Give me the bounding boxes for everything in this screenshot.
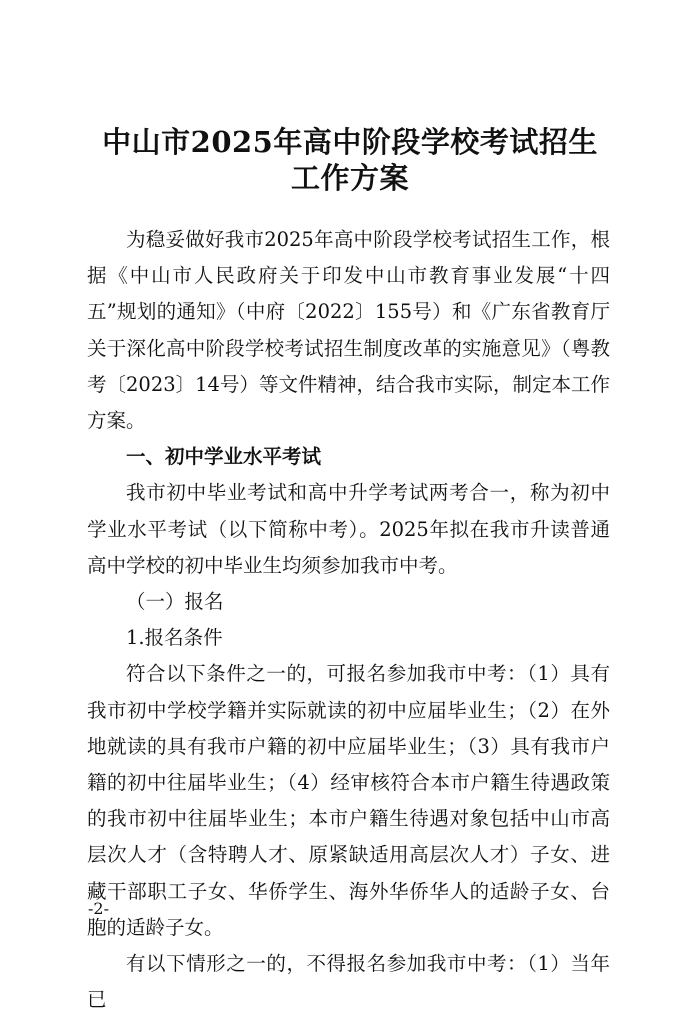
section-heading-1: 一、初中学业水平考试 bbox=[126, 445, 322, 469]
subsection-heading-registration: （一）报名 bbox=[126, 590, 224, 614]
ineligibility-paragraph: 有以下情形之一的，不得报名参加我市中考：（1）当年已 bbox=[87, 952, 610, 1012]
section-1-paragraph: 我市初中毕业考试和高中升学考试两考合一，称为初中学业水平考试（以下简称中考）。2025年拟在我市升读普通高中学校的初中毕业生均须参加我市中考。 bbox=[87, 481, 610, 577]
document-title-line-1: 中山市2025年高中阶段学校考试招生 bbox=[102, 125, 598, 159]
item-heading-registration-conditions: 1.报名条件 bbox=[126, 626, 223, 650]
document-title-line-2: 工作方案 bbox=[290, 161, 409, 195]
page-number: -2- bbox=[88, 899, 109, 918]
intro-paragraph: 为稳妥做好我市2025年高中阶段学校考试招生工作，根据《中山市人民政府关于印发中山市教育事业发展“十四五”规划的通知》（中府〔2022〕155号）和《广东省教育厅关于深化高中阶段学校考试招生制度改革的实施意见》（粤教考〔2023〕14号）等文件精神，结合我市实际，制定本工作方案。 bbox=[87, 228, 610, 433]
document-body bbox=[87, 222, 610, 1018]
eligibility-paragraph: 符合以下条件之一的，可报名参加我市中考：（1）具有我市初中学校学籍并实际就读的初中应届毕业生；（2）在外地就读的具有我市户籍的初中应届毕业生；（3）具有我市户籍的初中往届毕业生；（4）经审核符合本市户籍生待遇政策的我市初中往届毕业生；本市户籍生待遇对象包括中山市高层次人才（含特聘人才、原紧缺适用高层次人才）子女、进藏干部职工子女、华侨学生、海外华侨华人的适龄子女、台胞的适龄子女。 bbox=[87, 662, 610, 939]
